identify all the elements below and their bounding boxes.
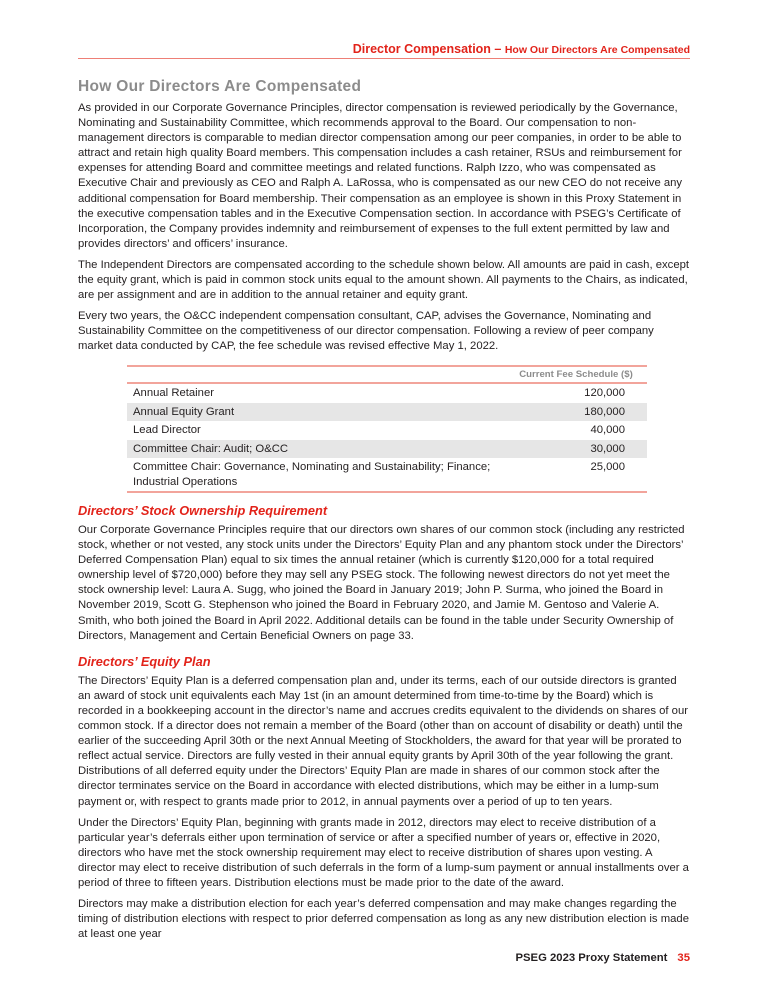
equity-plan-paragraph: Directors may make a distribution election for each year’s deferred compensation and may make changes regarding the timing of distribution elections with respect to prior deferred compensation as long as any new distribution election is made at least one year bbox=[78, 898, 689, 941]
table-row bbox=[127, 440, 647, 459]
fee-item: Committee Chair: Audit; O&CC bbox=[127, 440, 509, 459]
equity-plan-heading: Directors’ Equity Plan bbox=[78, 653, 211, 669]
fee-item: Lead Director bbox=[133, 424, 201, 436]
fee-value: 180,000 bbox=[509, 403, 647, 422]
page-content bbox=[78, 78, 690, 948]
table-row bbox=[127, 403, 647, 422]
fee-value: 25,000 bbox=[509, 458, 647, 492]
intro-paragraph: Every two years, the O&CC independent compensation consultant, CAP, advises the Governance, Nominating and Sustainability Committee on the competitiveness of our director compensation. Following a review of peer company market data conducted by CAP, the fee schedule was revised effective May 1, 2022. bbox=[78, 310, 654, 353]
header-subsection: How Our Directors Are Compensated bbox=[504, 44, 690, 56]
fee-value: 120,000 bbox=[584, 387, 625, 399]
stock-ownership-heading: Directors’ Stock Ownership Requirement bbox=[78, 503, 328, 518]
equity-plan-paragraph: The Directors’ Equity Plan is a deferred compensation plan and, under its terms, each of our outside directors is granted an award of stock unit equivalents each May 1st (in an amount determined from time-to-time by the Board) which is recorded in a bookkeeping account in the director’s name and accrues credits equivalent to the dividends on shares of our common stock. If a director does not remain a member of the Board (other than on account of disability or death) until the earlier of the succeeding April 30th or the next Annual Meeting of Stockholders, the award for that year will be prorated to reflect actual service. Directors are fully vested in their annual equity grants by April 30th of the year following the grant. Distributions of all deferred equity under the Directors’ Equity Plan are made in shares of our common stock after the director terminates service on the Board in accordance with elected distributions, which may be either in a lump-sum payment or, with respect to grants made prior to 2012, in annual payments over a period of up to ten years. bbox=[78, 674, 688, 808]
fee-value: 30,000 bbox=[509, 440, 647, 459]
table-row bbox=[127, 458, 647, 492]
page-title: How Our Directors Are Compensated bbox=[78, 78, 362, 95]
fee-value: 40,000 bbox=[590, 424, 625, 436]
equity-plan-paragraph: Under the Directors’ Equity Plan, beginning with grants made in 2012, directors may elect to receive distribution of a particular year’s deferrals either upon termination of service or after a specified number of years or, effective in 2020, directors who have met the stock ownership requirement may elect to receive distribution of shares upon vesting. A director may elect to receive distribution of such deferrals in the form of a lump-sum payment or annual installments over a period of three to fifteen years. Distribution elections must be made prior to the date of the award. bbox=[78, 816, 689, 889]
table-row bbox=[127, 383, 647, 403]
table-header-item bbox=[127, 366, 509, 384]
page-number: 35 bbox=[677, 952, 690, 964]
fee-item: Annual Retainer bbox=[133, 387, 215, 399]
table-row bbox=[127, 421, 647, 440]
stock-ownership-paragraph: Our Corporate Governance Principles require that our directors own shares of our common stock (including any restricted stock, whether or not vested, any stock units under the Directors’ Equity Plan and any phantom stock under the Directors’ Deferred Compensation Plan) equal to six times the annual retainer (which is currently $120,000 for a total required ownership level of $720,000) before they may sell any PSEG stock. The following newest directors do not yet meet the stock ownership level: Laura A. Sugg, who joined the Board in January 2019; John P. Surma, who joined the Board in November 2019, Scott G. Stephenson who joined the Board in February 2020, and Jamie M. Gentoso and Valerie A. Smith, who both joined the Board in April 2022. Additional details can be found in the table under Security Ownership of Directors, Management and Certain Beneficial Owners on page 33. bbox=[78, 524, 685, 642]
fee-item: Committee Chair: Governance, Nominating and Sustainability; Finance; Industrial Operations bbox=[127, 458, 509, 492]
header-separator: – bbox=[490, 42, 505, 56]
table-header-row bbox=[127, 366, 647, 384]
page-footer bbox=[515, 952, 690, 964]
publication-name: PSEG 2023 Proxy Statement bbox=[515, 952, 668, 964]
header-section: Director Compensation bbox=[352, 42, 491, 56]
table-header-fee: Current Fee Schedule ($) bbox=[509, 366, 647, 384]
intro-paragraph: The Independent Directors are compensated according to the schedule shown below. All amounts are paid in cash, except the equity grant, which is paid in common stock units equal to the amount shown. All payments to the Chairs, as indicated, are per assignment and are in addition to the annual retainer and equity grant. bbox=[78, 258, 690, 302]
intro-paragraph: As provided in our Corporate Governance Principles, director compensation is reviewed periodically by the Governance, Nominating and Sustainability Committee, which recommends approval to the Board. Our compensation to non-management directors is comparable to median director compensation among our peer companies, in order to be able to attract and retain high quality Board members. This compensation includes a cash retainer, RSUs and reimbursement for expenses for attending Board and committee meetings and related functions. Ralph Izzo, who was compensated as Executive Chair and previously as CEO and Ralph A. LaRossa, who is compensated as our new CEO do not receive any additional compensation for Board membership. Their compensation as an employee is shown in this Proxy Statement in the executive compensation tables and in the Executive Compensation section. In accordance with PSEG’s Certificate of Incorporation, the Company provides indemnity and reimbursement of expenses to the full extent permitted by law and provides directors’ and officers’ insurance. bbox=[78, 102, 683, 250]
fee-schedule-table bbox=[127, 365, 647, 494]
fee-item: Annual Equity Grant bbox=[127, 403, 509, 422]
running-header bbox=[78, 40, 690, 59]
